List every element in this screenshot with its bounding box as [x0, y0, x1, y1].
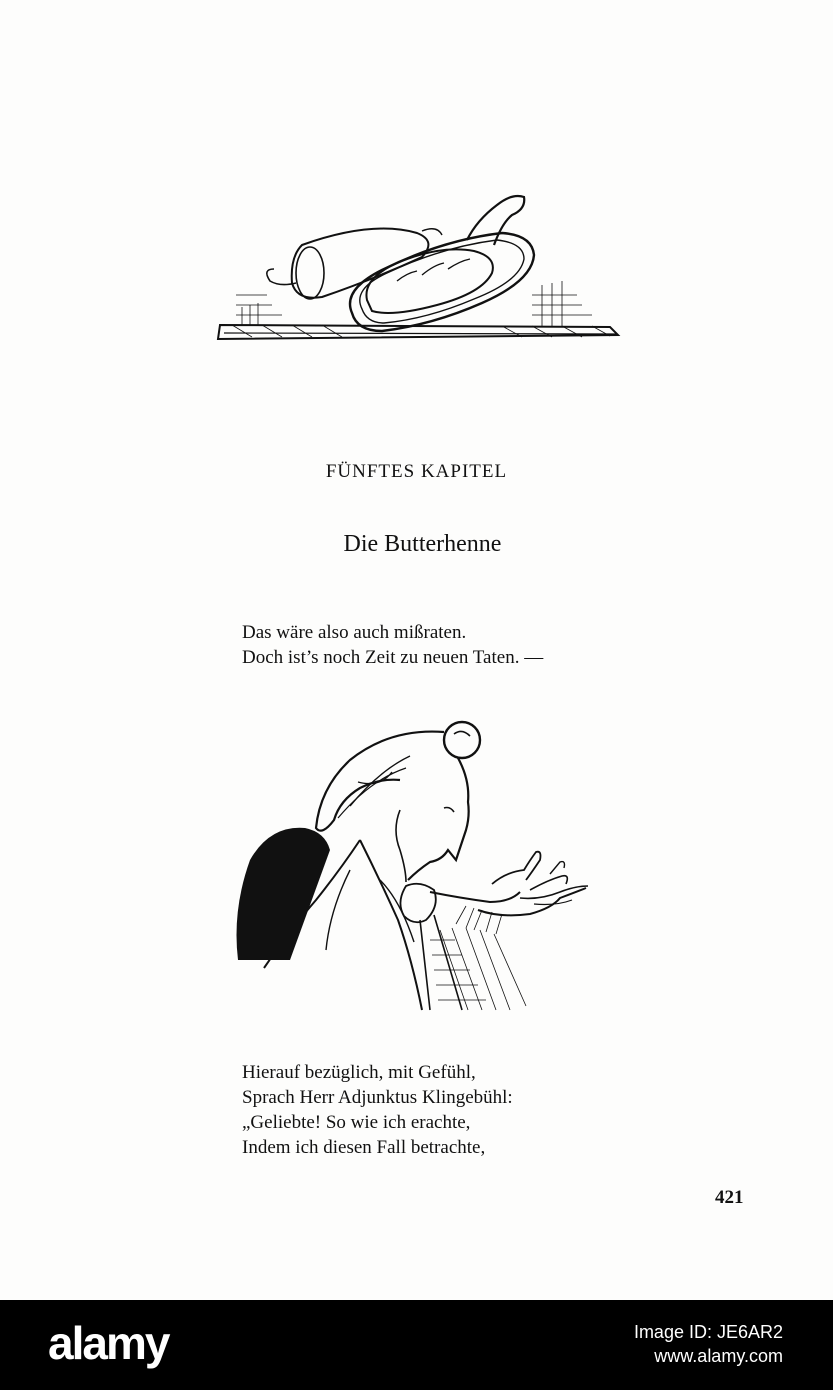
verse-line: Doch ist’s noch Zeit zu neuen Taten. —	[242, 647, 544, 668]
image-id: Image ID: JE6AR2	[633, 1322, 783, 1342]
verse-line: Sprach Herr Adjunktus Klingebühl:	[242, 1087, 513, 1108]
verse-line: Hierauf bezüglich, mit Gefühl,	[242, 1062, 476, 1083]
site-url: www.alamy.com	[654, 1346, 783, 1366]
bread-and-sausage-illustration	[212, 185, 624, 350]
page-number: 421	[715, 1187, 744, 1208]
verse-main	[242, 1060, 513, 1160]
alamy-logo: alamy	[48, 1317, 169, 1369]
chapter-label: FÜNFTES KAPITEL	[325, 461, 508, 482]
verse-line: Indem ich diesen Fall betrachte,	[242, 1137, 486, 1158]
man-examining-hand-illustration	[230, 710, 595, 1025]
chapter-title: Die Butterhenne	[343, 531, 502, 557]
watermark-footer	[0, 1300, 833, 1390]
image-info	[634, 1320, 783, 1368]
verse-line: „Geliebte! So wie ich erachte,	[242, 1112, 471, 1133]
verse-intro	[242, 620, 543, 670]
verse-line: Das wäre also auch mißraten.	[242, 622, 467, 643]
